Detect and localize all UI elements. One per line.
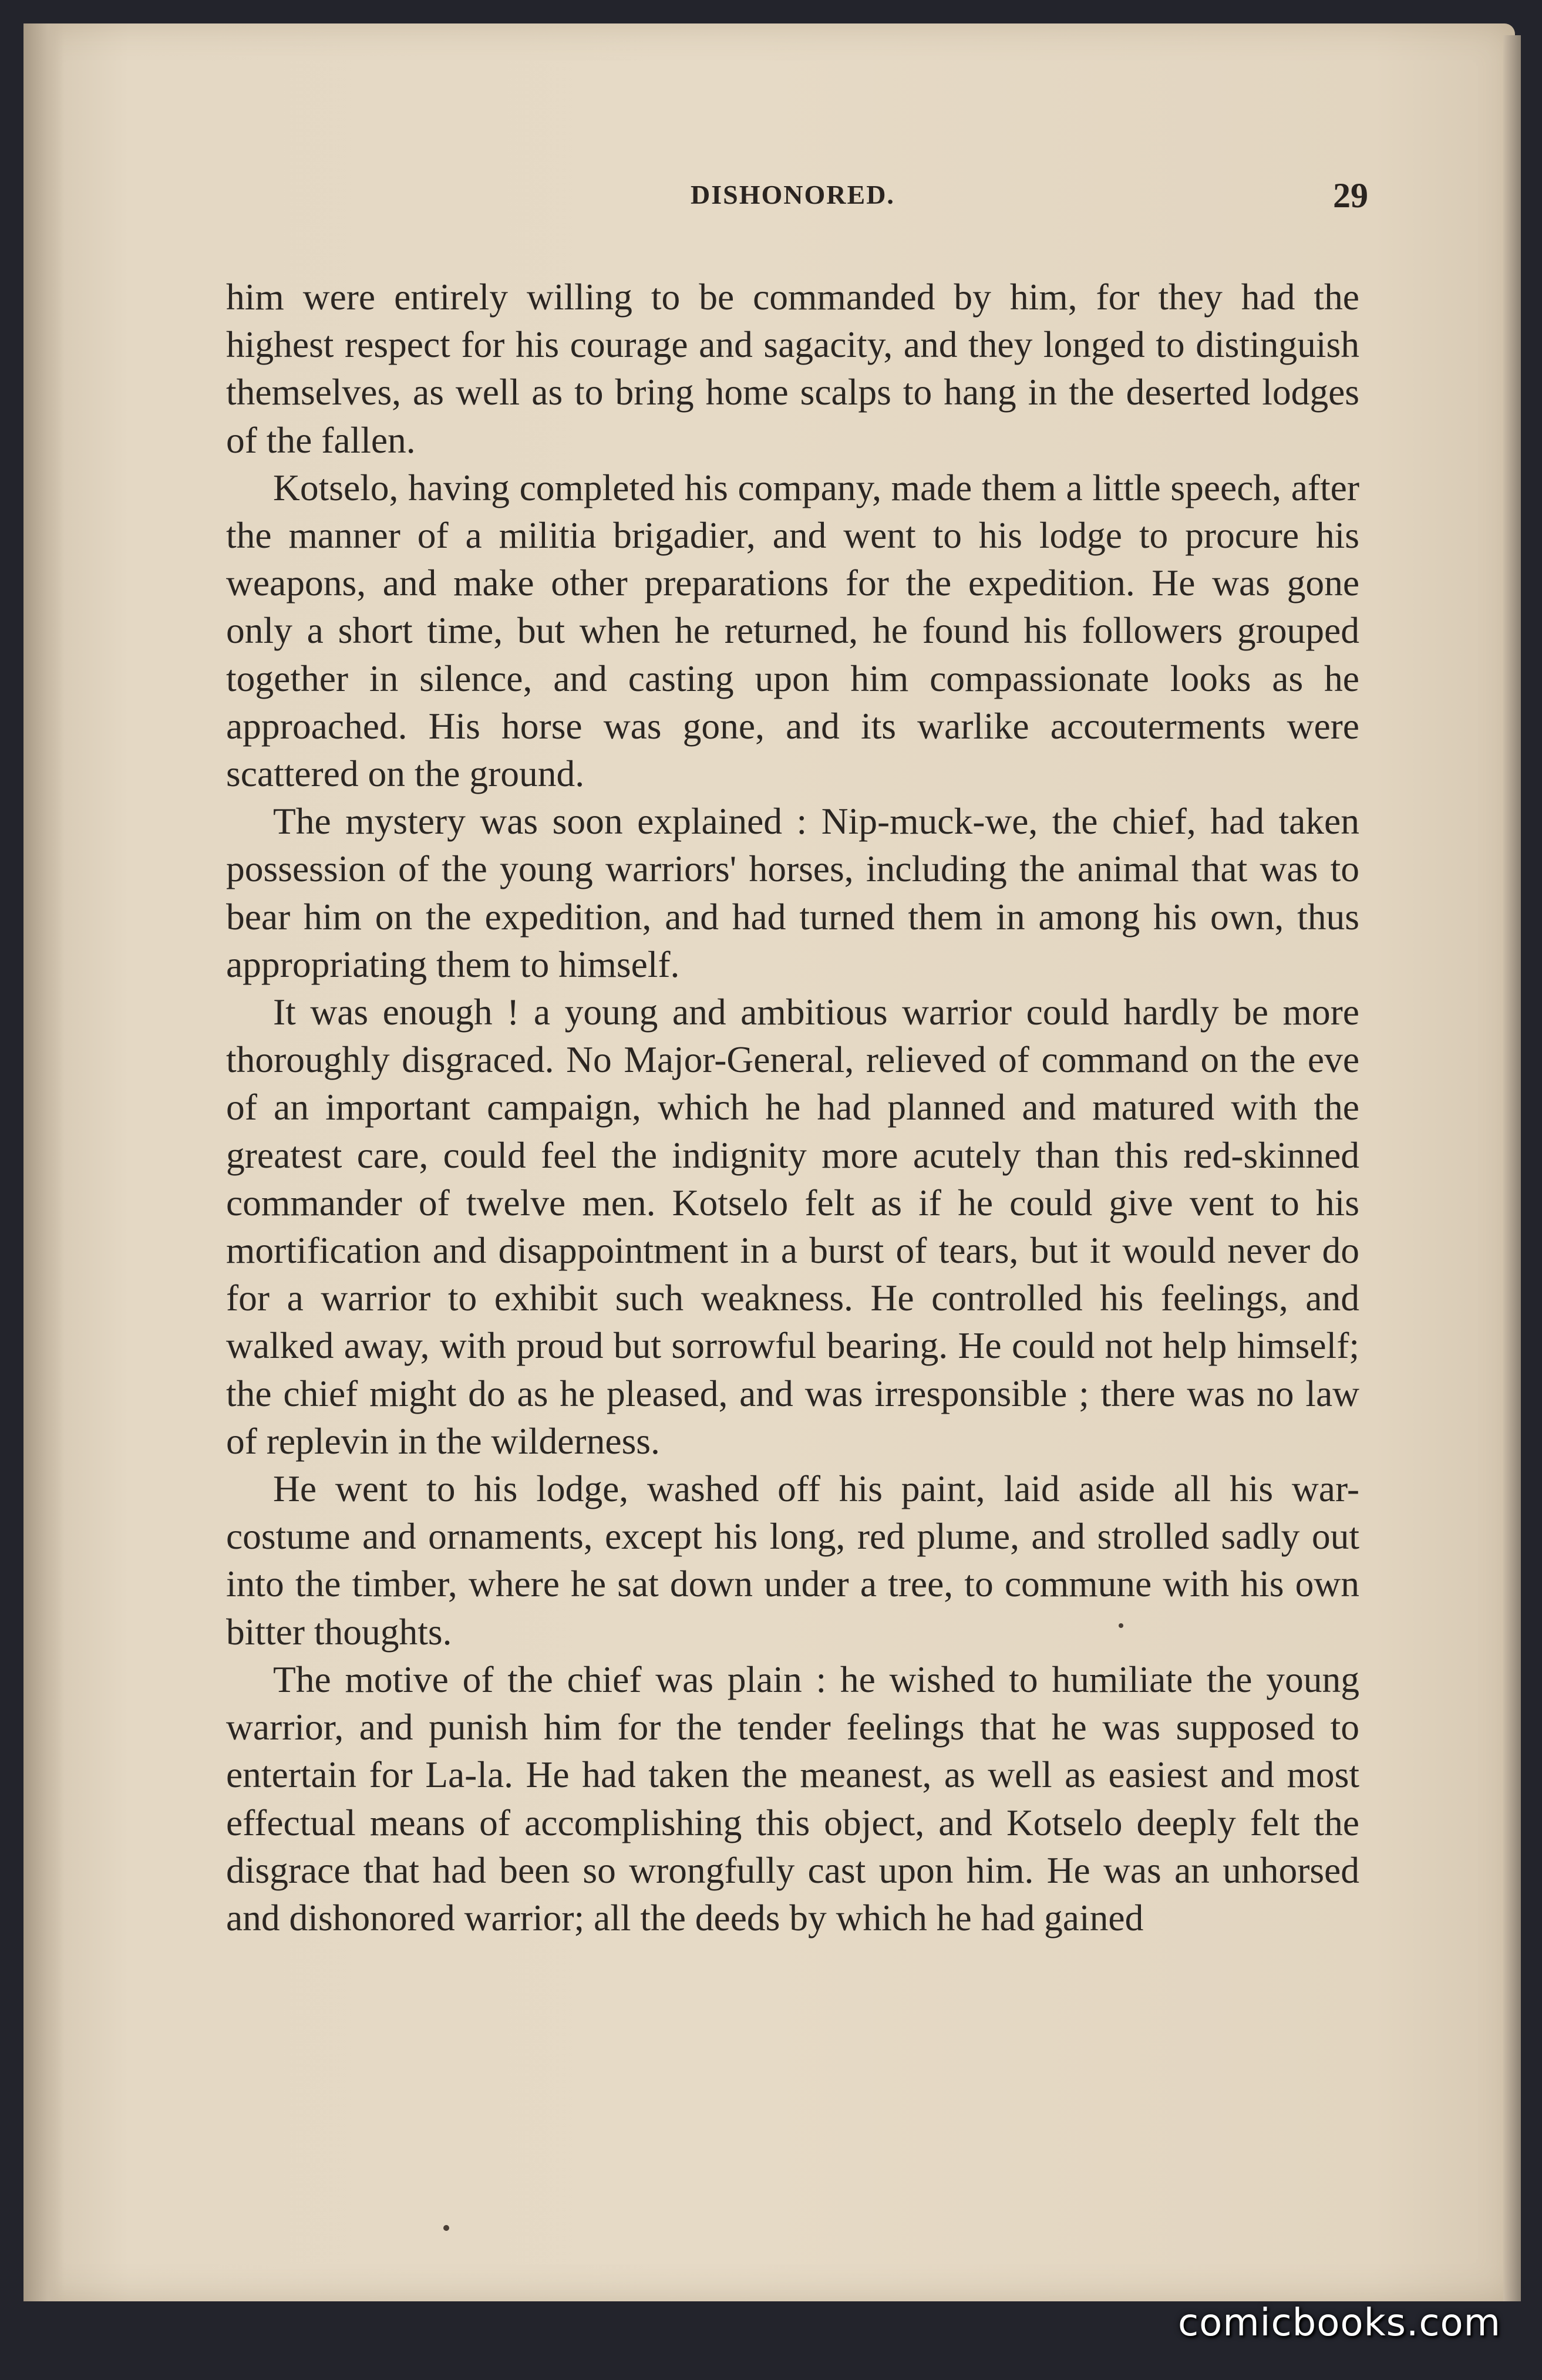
paragraph-6: The motive of the chief was plain : he wished to humiliate the young warrior, and punish him for the tender feelings that he was supposed to entertain for La-la. He had taken the meanest, as well as easiest and most effectual means of accomplishing this object, and Kotselo deeply felt the disgrace that had been so wrongfully cast upon him. He was an unhorsed and dishonored warrior; all the deeds by which he had gained [226,1658,1359,1939]
ink-speck [1119,1623,1123,1628]
page-binding-shadow [23,23,65,2301]
paragraph-4: It was enough ! a young and ambitious warrior could hardly be more thoroughly disgraced. No Major-General, relieved of command on the eve of an important campaign, which he had planned and matured with the greatest care, could feel the indignity more acutely than this red-skinned commander of twelve men. Kotselo felt as if he could give vent to his mortification and disappointment in a burst of tears, but it would never do for a warrior to exhibit such weakness. He controlled his feelings, and walked away, with proud but sorrowful bearing. He could not help himself; the chief might do as he pleased, and was irresponsible ; there was no law of replevin in the wilderness. [226,991,1359,1462]
paragraph-5: He went to his lodge, washed off his paint, laid aside all his war-costume and ornaments, except his long, red plume, and strolled sadly out into the timber, where he sat down under a tree, to commune with his own bitter thoughts. [226,1468,1359,1653]
running-head [223,176,1368,220]
page-edge [1503,35,1521,2301]
site-watermark: comicbooks.com [1177,2301,1501,2345]
page-number: 29 [1333,176,1368,215]
paragraph-1: him were entirely willing to be commanded by him, for they had the highest respect for his courage and sagacity, and they longed to distinguish themselves, as well as to bring home scalps to hang in the deserted lodges of the fallen. [226,276,1359,461]
ink-speck [443,2225,449,2231]
paragraph-3: The mystery was soon explained : Nip-muck-we, the chief, had taken possession of the young warriors' horses, including the animal that was to bear him on the expedition, and had turned them in among his own, thus appropriating them to himself. [226,800,1359,985]
running-head-title: DISHONORED. [691,180,895,210]
body-text [226,273,1359,1941]
paragraph-2: Kotselo, having completed his company, made them a little speech, after the manner of a militia brigadier, and went to his lodge to procure his weapons, and make other preparations for the expedition. He was gone only a short time, but when he returned, he found his followers grouped together in silence, and casting upon him compassionate looks as he approached. His horse was gone, and its warlike accouterments were scattered on the ground. [226,466,1359,795]
